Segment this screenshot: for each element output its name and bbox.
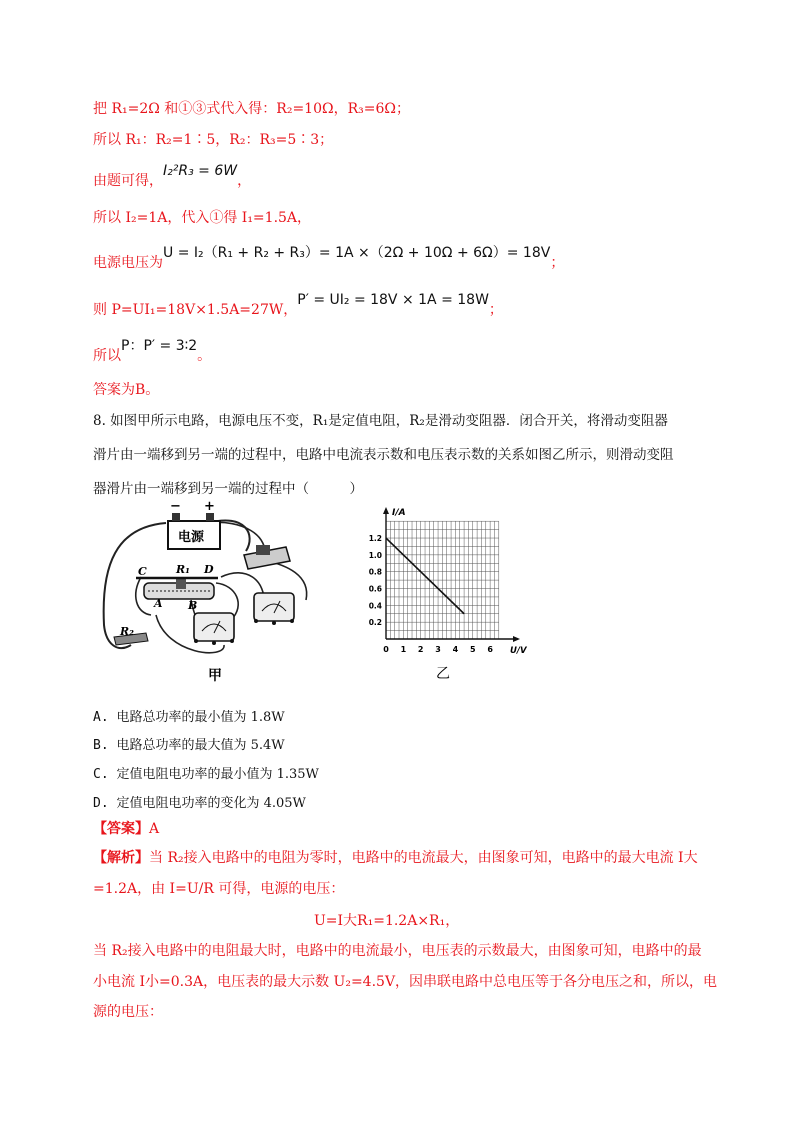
x-tick-label: 5 — [469, 645, 476, 654]
option-c[interactable] — [93, 763, 319, 782]
y-axis-label: I/A — [392, 508, 406, 518]
option-b-label: B. — [93, 738, 109, 753]
option-b-text: 电路总功率的最大值为 5.4W — [116, 738, 285, 753]
x-tick-label: 2 — [417, 645, 424, 654]
option-d-text: 定值电阻电功率的变化为 4.05W — [116, 796, 306, 811]
option-d-label: D. — [93, 796, 109, 811]
x-axis-label: U/V — [510, 646, 527, 656]
analysis-p2-line1: 当 R₂接入电路中的电阻最大时，电路中的电流最小，电压表的示数最大，由图象可知，电路中的最 — [93, 943, 702, 959]
option-a-label: A. — [93, 710, 109, 725]
solution-line-7-suffix: 。 — [197, 348, 212, 364]
solution-line-4: 所以 I₂=1A，代入①得 I₁=1.5A， — [93, 210, 312, 226]
option-b[interactable] — [93, 734, 285, 753]
solution-line-3-prefix: 由题可得， — [93, 173, 163, 189]
solution-answer-line: 答案为B。 — [93, 382, 160, 398]
label-c: C — [138, 565, 147, 578]
label-b: B — [188, 599, 198, 612]
question-line-2: 滑片由一端移到另一端的过程中，电路中电流表示数和电压表示数的关系如图乙所示，则滑动变阻 — [93, 447, 674, 463]
analysis-p2-line2: 小电流 I小=0.3A，电压表的最大示数 U₂=4.5V，因串联电路中总电压等于各分电压之和，所以，电 — [93, 974, 718, 990]
x-tick-label: 3 — [435, 645, 441, 654]
solution-line-7-formula: P：P′ = 3∶2 — [121, 338, 198, 354]
y-tick-label: 0.2 — [368, 618, 382, 628]
label-r2: R₂ — [120, 625, 134, 638]
solution-line-7-prefix: 所以 — [93, 348, 121, 364]
analysis-line-1 — [93, 849, 698, 867]
question-line-3: 器滑片由一端移到另一端的过程中（ ） — [93, 481, 363, 497]
chart-yi-caption: 乙 — [436, 666, 450, 682]
power-supply-minus: − — [170, 499, 181, 514]
x-tick-label: 1 — [400, 645, 407, 654]
solution-line-3-formula: I₂²R₃ = 6W — [163, 163, 238, 179]
analysis-p2-line3: 源的电压： — [93, 1004, 163, 1020]
y-tick-label: 0.8 — [368, 567, 382, 577]
solution-line-1: 把 R₁=2Ω 和①③式代入得：R₂=10Ω，R₃=6Ω； — [93, 101, 411, 117]
answer-tag: 【答案】 — [93, 821, 149, 837]
solution-line-3 — [93, 162, 251, 188]
circuit-drawing — [96, 505, 336, 685]
y-tick-label: 1.2 — [368, 534, 382, 544]
option-a[interactable] — [93, 706, 285, 725]
answer-value: A — [149, 821, 160, 837]
iu-chart-svg — [362, 505, 532, 665]
label-a: A — [154, 597, 163, 610]
analysis-equation-1: U=I大R₁=1.2A×R₁， — [314, 913, 460, 929]
x-axis-arrow — [513, 636, 520, 642]
option-a-text: 电路总功率的最小值为 1.8W — [116, 710, 285, 725]
y-tick-label: 1.0 — [368, 550, 382, 560]
figure-jia-caption: 甲 — [208, 668, 222, 684]
y-axis-arrow — [383, 507, 389, 514]
question-line-1: 8. 如图甲所示电路，电源电压不变，R₁是定值电阻，R₂是滑动变阻器．闭合开关，将滑动变阻器 — [93, 413, 668, 429]
solution-line-5-suffix: ； — [550, 255, 565, 271]
option-d[interactable] — [93, 792, 306, 811]
option-c-text: 定值电阻电功率的最小值为 1.35W — [116, 767, 319, 782]
power-supply-label: 电源 — [178, 530, 205, 545]
chart-yi — [362, 505, 532, 685]
x-tick-label: 4 — [452, 645, 459, 654]
solution-line-6-prefix: 则 P=UI₁=18V×1.5A=27W， — [93, 302, 298, 318]
solution-line-3-suffix: ， — [237, 173, 252, 189]
y-tick-label: 0.4 — [368, 601, 382, 611]
solution-line-6-formula: P′ = UI₂ = 18V × 1A = 18W — [297, 292, 489, 308]
x-tick-label: 6 — [487, 645, 493, 654]
solution-line-6 — [93, 291, 503, 318]
label-r1: R₁ — [176, 563, 190, 576]
solution-line-7 — [93, 337, 212, 364]
solution-line-5 — [93, 244, 565, 271]
answer-line — [93, 820, 159, 838]
analysis-p1-line2: =1.2A，由 I=U/R 可得，电源的电压： — [93, 881, 345, 897]
label-d: D — [204, 563, 214, 576]
solution-line-5-formula: U = I₂（R₁ + R₂ + R₃）= 1A ×（2Ω + 10Ω + 6Ω）= 18V — [163, 245, 551, 261]
option-c-label: C. — [93, 767, 109, 782]
x-tick-label: 0 — [383, 645, 389, 654]
solution-line-2: 所以 R₁：R₂=1∶5，R₂：R₃=5∶3； — [93, 132, 334, 148]
circuit-figure-jia — [96, 499, 336, 685]
analysis-tag: 【解析】 — [93, 850, 149, 866]
solution-line-6-suffix: ； — [488, 302, 503, 318]
analysis-p1-line1: 当 R₂接入电路中的电阻为零时，电路中的电流最大，由图象可知，电路中的最大电流 I大 — [149, 850, 698, 866]
power-supply-plus: + — [204, 499, 215, 514]
solution-line-5-prefix: 电源电压为 — [93, 255, 163, 271]
y-tick-label: 0.6 — [368, 584, 382, 594]
